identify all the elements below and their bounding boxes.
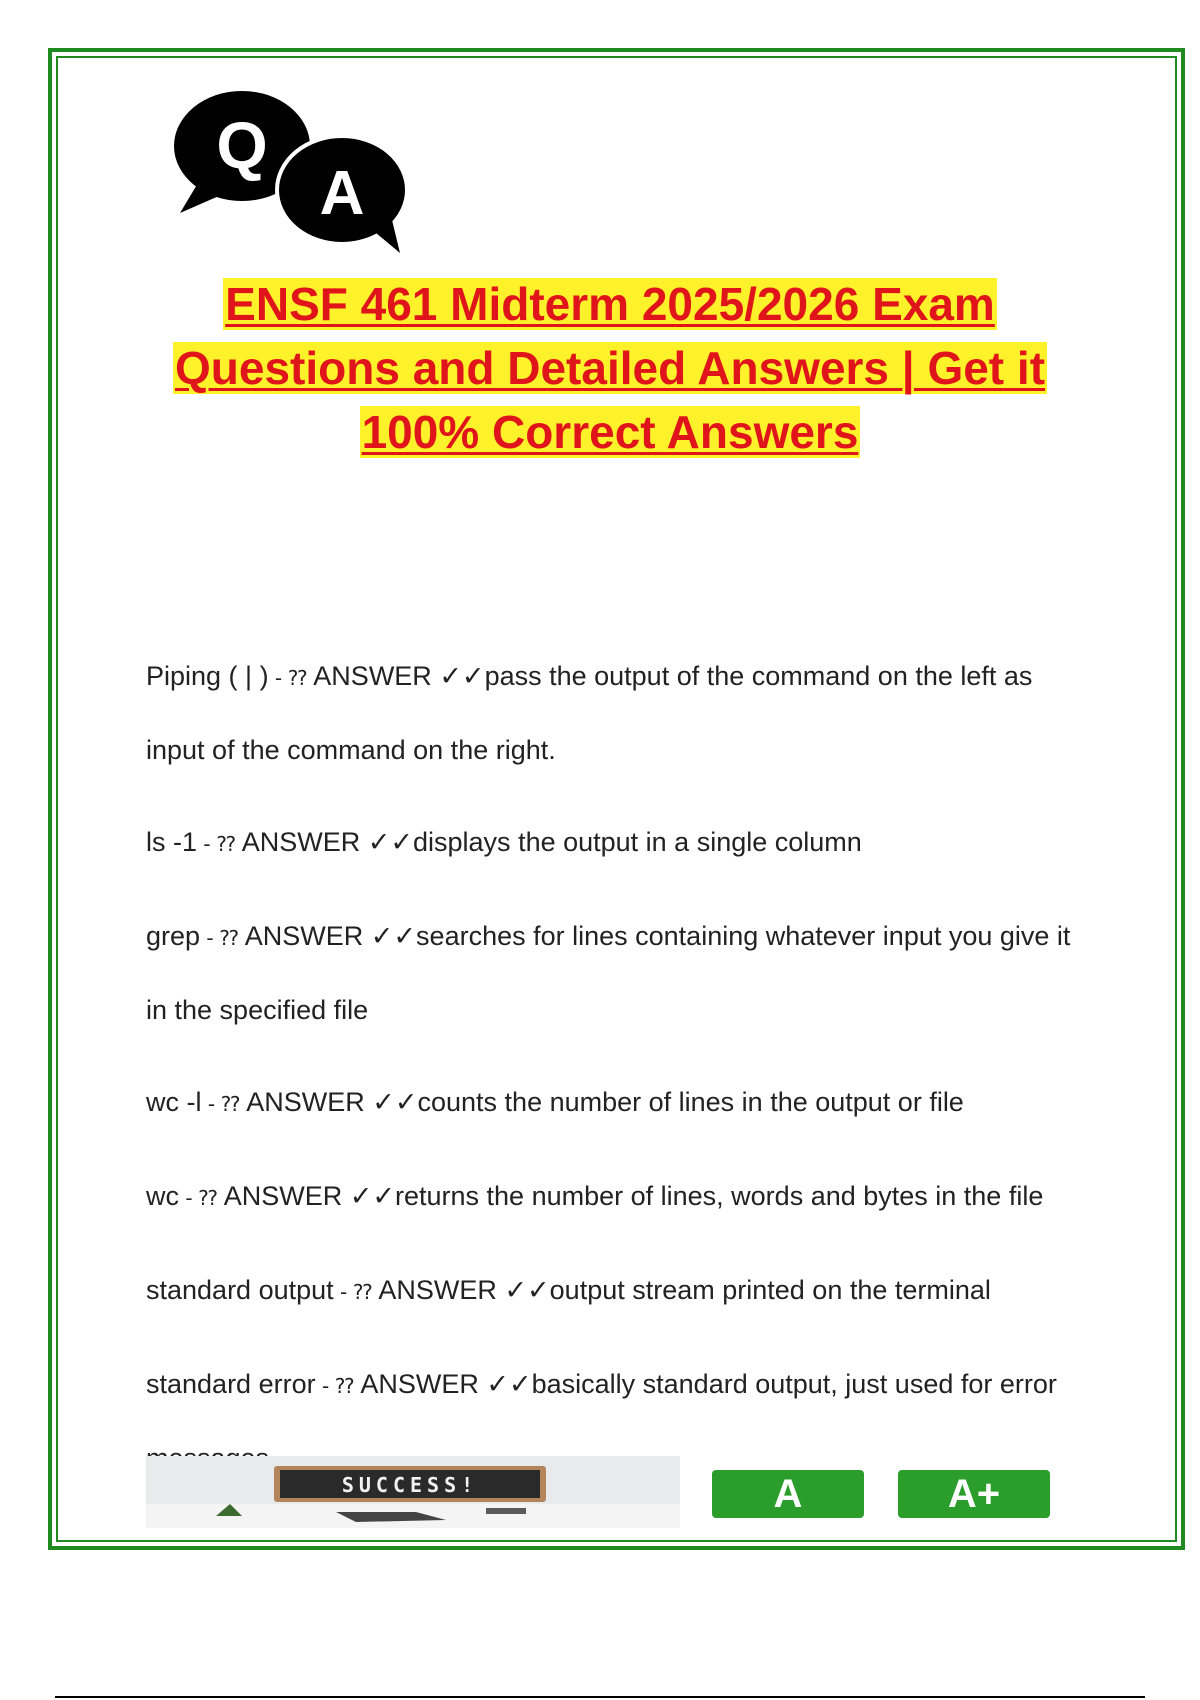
qa-answer-prefix: ANSWER <box>223 1181 350 1211</box>
qa-item <box>146 1160 1096 1234</box>
qa-separator: - ⁇ <box>197 832 242 856</box>
check-marks-icon: ✓✓ <box>367 827 414 858</box>
check-marks-icon: ✓✓ <box>504 1275 550 1306</box>
qa-answer: displays the output in a single column <box>413 827 862 857</box>
logo-a-letter: A <box>319 159 365 228</box>
qa-answer: pass the output of the command on the left as input of the command on the right. <box>146 661 1033 765</box>
qa-separator: - ⁇ <box>179 1186 224 1210</box>
grade-aplus-label: A+ <box>947 1471 1001 1516</box>
check-marks-icon: ✓✓ <box>439 661 485 692</box>
grade-aplus-badge <box>898 1470 1050 1518</box>
qa-answer: basically standard output, just used for error <box>531 1369 1057 1399</box>
qa-answer: returns the number of lines, words and bytes in the file <box>395 1181 1044 1211</box>
qa-item <box>146 1254 1096 1328</box>
qa-term: standard error <box>146 1369 316 1399</box>
check-marks-icon: ✓✓ <box>486 1369 532 1400</box>
success-sign-text: SUCCESS! <box>341 1473 479 1497</box>
qa-answer-prefix: ANSWER <box>360 1369 487 1399</box>
qa-answer: searches for lines containing whatever input you give it in the specified file <box>146 921 1071 1025</box>
qa-term: grep <box>146 921 201 951</box>
qa-separator: - ⁇ <box>268 666 314 690</box>
qa-logo-icon <box>170 88 440 258</box>
qa-answer: output stream printed on the terminal <box>549 1275 991 1305</box>
qa-term: ls -1 <box>146 827 198 857</box>
qa-answer-prefix: ANSWER <box>313 661 440 691</box>
qa-term: Piping ( | ) <box>146 661 269 691</box>
qa-term: wc <box>146 1181 179 1211</box>
qa-item <box>146 806 1096 880</box>
qa-item <box>146 900 1096 1046</box>
document-title <box>140 272 1080 464</box>
qa-separator: - ⁇ <box>315 1374 361 1398</box>
check-marks-icon: ✓✓ <box>349 1181 395 1212</box>
check-marks-icon: ✓✓ <box>372 1087 418 1118</box>
title-line-3: 100% Correct Answers <box>361 406 859 458</box>
qa-answer-prefix: ANSWER <box>378 1275 505 1305</box>
qa-item <box>146 1066 1096 1140</box>
check-marks-icon: ✓✓ <box>370 921 417 952</box>
qa-term: wc -l <box>146 1087 202 1117</box>
qa-separator: - ⁇ <box>333 1280 379 1304</box>
success-banner-image <box>146 1456 680 1528</box>
qa-answer-prefix: ANSWER <box>241 827 368 857</box>
qa-term: standard output <box>146 1275 334 1305</box>
qa-item <box>146 640 1096 786</box>
grade-a-label: A <box>773 1471 803 1516</box>
logo-q-letter: Q <box>216 108 268 182</box>
qa-answer: counts the number of lines in the output or file <box>417 1087 964 1117</box>
qa-separator: - ⁇ <box>201 1092 247 1116</box>
grade-a-badge <box>712 1470 864 1518</box>
title-line-1: ENSF 461 Midterm 2025/2026 Exam <box>225 278 995 330</box>
qa-separator: - ⁇ <box>200 926 245 950</box>
bottom-divider <box>55 1696 1145 1698</box>
title-line-2: Questions and Detailed Answers | Get it <box>174 342 1046 394</box>
qa-list <box>146 640 1096 1514</box>
qa-answer-prefix: ANSWER <box>244 921 371 951</box>
qa-answer-prefix: ANSWER <box>246 1087 373 1117</box>
